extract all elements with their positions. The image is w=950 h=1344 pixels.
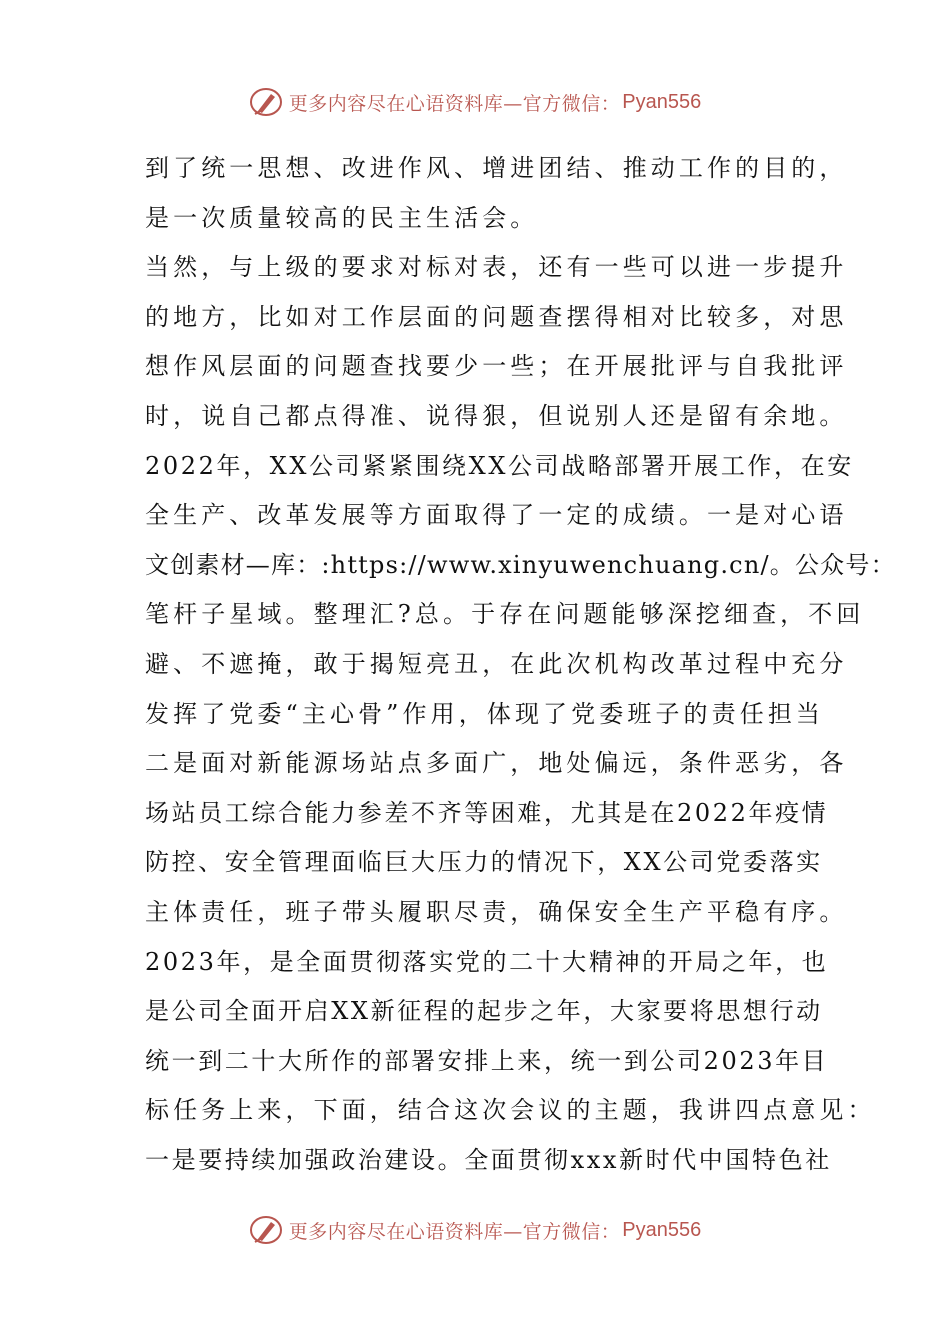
- text-line: 场站员工综合能力参差不齐等困难，尤其是在2022年疫情: [145, 798, 829, 827]
- footer-banner: [0, 1210, 950, 1250]
- text-line: 时，说自己都点得准、说得狠，但说别人还是留有余地。: [145, 401, 848, 430]
- text-line: 发挥了党委“主心骨”作用，体现了党委班子的责任担当: [145, 699, 825, 728]
- pen-nib-icon: [249, 85, 283, 119]
- banner-text: 更多内容尽在心语资料库—官方微信：: [288, 92, 621, 115]
- text-line: 到了统一思想、改进作风、增进团结、推动工作的目的，: [145, 154, 848, 182]
- wechat-id: Pyan556: [622, 1218, 702, 1241]
- text-line: 一是要持续加强政治建设。全面贯彻xxx新时代中国特色社: [145, 1145, 832, 1174]
- text-line: 想作风层面的问题查找要少一些；在开展批评与自我批评: [145, 352, 848, 381]
- text-line: 统一到二十大所作的部署安排上来，统一到公司2023年目: [145, 1046, 829, 1075]
- text-line: 文创素材—库：:https://www.xinyuwenchuang.cn/。公众号：: [145, 550, 896, 579]
- text-line: 标任务上来，下面，结合这次会议的主题，我讲四点意见：: [145, 1096, 876, 1125]
- text-line: 是一次质量较高的民主生活会。: [145, 203, 539, 232]
- text-line: 的地方，比如对工作层面的问题查摆得相对比较多，对思: [145, 302, 848, 331]
- text-line: 2023年，是全面贯彻落实党的二十大精神的开局之年，也: [145, 947, 829, 976]
- text-line: 笔杆子星域。整理汇?总。于存在问题能够深挖细查，不回: [145, 600, 865, 629]
- text-line: 主体责任，班子带头履职尽责，确保安全生产平稳有序。: [145, 897, 848, 926]
- text-line: 避、不遮掩，敢于揭短亮丑，在此次机构改革过程中充分: [145, 649, 848, 678]
- text-line: 全生产、改革发展等方面取得了一定的成绩。一是对心语: [145, 501, 848, 530]
- banner-text: 更多内容尽在心语资料库—官方微信：: [288, 1220, 621, 1243]
- document-body: [145, 144, 896, 1185]
- pen-nib-icon: [249, 1213, 283, 1247]
- text-line: 防控、安全管理面临巨大压力的情况下，XX公司党委落实: [145, 848, 823, 877]
- text-line: 二是面对新能源场站点多面广，地处偏远，条件恶劣，各: [145, 749, 848, 778]
- wechat-id: Pyan556: [622, 90, 702, 113]
- text-line: 是公司全面开启XX新征程的起步之年，大家要将思想行动: [145, 997, 823, 1026]
- text-line: 当然，与上级的要求对标对表，还有一些可以进一步提升: [145, 253, 848, 282]
- header-banner: [0, 82, 950, 122]
- text-line: 2022年，XX公司紧紧围绕XX公司战略部署开展工作，在安: [145, 451, 854, 480]
